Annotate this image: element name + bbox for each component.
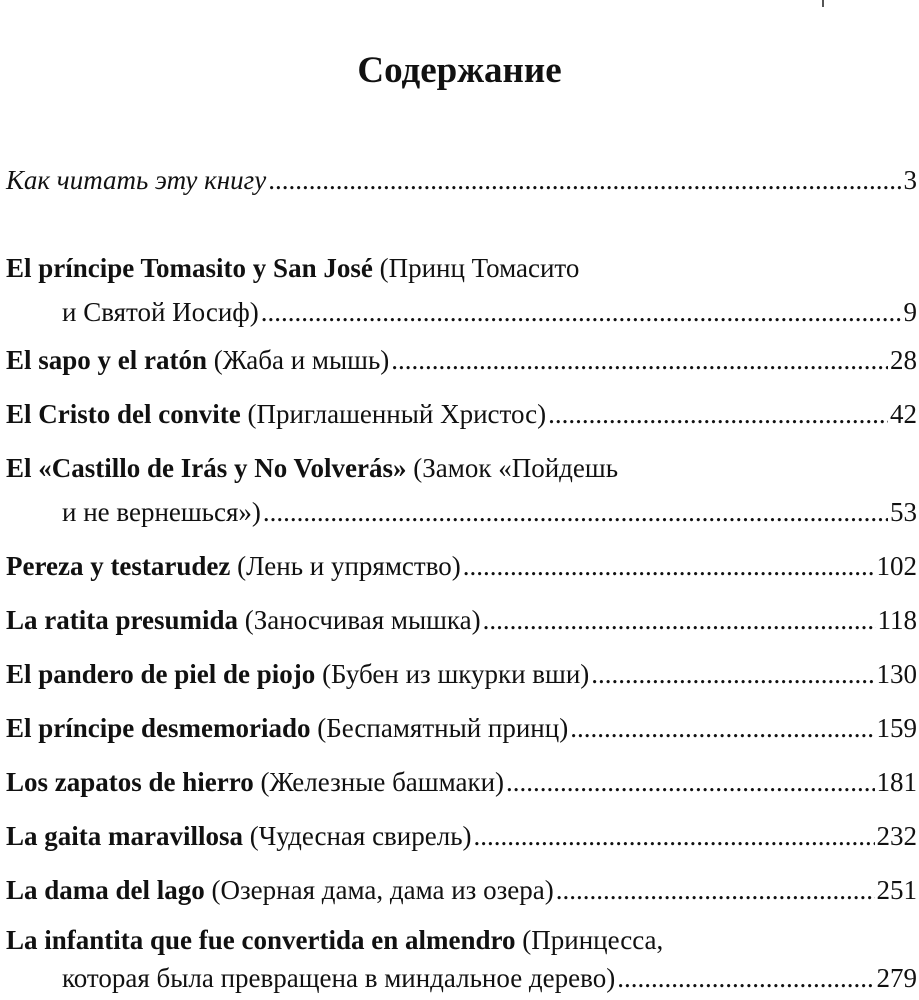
toc-entry-title-ru: (Бубен из шкурки вши): [322, 659, 590, 689]
dot-leader: [506, 760, 874, 804]
page-number: 279: [876, 963, 917, 993]
page-corner-mark: [822, 0, 824, 7]
toc-entry-9[interactable]: [6, 814, 917, 858]
page-number: 42: [890, 399, 917, 429]
toc-entry-title-ru: и Святой Иосиф): [62, 297, 259, 327]
dot-leader: [591, 652, 874, 696]
toc-entry-title-ru: (Озерная дама, дама из озера): [211, 875, 554, 905]
toc-entry-intro[interactable]: [6, 158, 917, 202]
toc-entry-title-es: El sapo y el ratón: [6, 345, 208, 375]
page-number: 28: [890, 345, 917, 375]
page-number: 102: [876, 551, 917, 581]
toc-entry-title-ru: (Принцесса,: [522, 925, 664, 955]
toc-entry-title-ru: (Железные башмаки): [260, 767, 505, 797]
dot-leader: [261, 290, 902, 334]
toc-entry-2[interactable]: [6, 392, 917, 436]
dot-leader: [463, 544, 875, 588]
toc-entry-title-es: El príncipe desmemoriado: [6, 713, 311, 743]
page-number: 181: [876, 767, 917, 797]
toc-entry-title-ru: (Лень и упрямство): [237, 551, 461, 581]
toc-entry-title-ru: (Принц Томасито: [379, 253, 580, 283]
toc-entry-title-ru: и не вернешься»): [62, 497, 261, 527]
page-number: 3: [903, 165, 917, 195]
dot-leader: [483, 598, 876, 642]
toc-entry-title-ru: (Замок «Пойдешь: [413, 453, 619, 483]
toc-entry-5[interactable]: [6, 598, 917, 642]
toc-entry-title-ru: (Чудесная свирель): [249, 821, 472, 851]
page-number: 118: [877, 605, 917, 635]
toc-entry-title-es: La gaita maravillosa: [6, 821, 243, 851]
toc-entry-3-continuation[interactable]: [62, 490, 917, 534]
page-number: 9: [903, 297, 917, 327]
page-number: 232: [876, 821, 917, 851]
dot-leader: [548, 392, 888, 436]
toc-entry-title-es: El Cristo del convite: [6, 399, 241, 429]
page-number: 251: [876, 875, 917, 905]
dot-leader: [617, 956, 874, 1000]
toc-entry-title-es: La infantita que fue convertida en almendro: [6, 925, 516, 955]
toc-entry-title-es: El príncipe Tomasito y San José: [6, 253, 373, 283]
toc-entry-10[interactable]: [6, 868, 917, 912]
toc-entry-title: Как читать эту книгу: [6, 165, 267, 195]
toc-entry-11-continuation[interactable]: [62, 956, 917, 1000]
toc-entry-title-ru: (Заносчивая мышка): [244, 605, 481, 635]
toc-entry-1[interactable]: [6, 338, 917, 382]
toc-entry-0-continuation[interactable]: [62, 290, 917, 334]
dot-leader: [570, 706, 874, 750]
toc-entry-title-ru: (Приглашенный Христос): [247, 399, 547, 429]
toc-entry-3[interactable]: [6, 446, 917, 490]
dot-leader: [391, 338, 888, 382]
toc-entry-title-es: Pereza y testarudez: [6, 551, 231, 581]
toc-entry-title-es: La ratita presumida: [6, 605, 239, 635]
toc-entry-title-ru: (Беспамятный принц): [317, 713, 569, 743]
toc-entry-title-es: La dama del lago: [6, 875, 205, 905]
dot-leader: [263, 490, 888, 534]
page-number: 159: [876, 713, 917, 743]
toc-entry-7[interactable]: [6, 706, 917, 750]
dot-leader: [474, 814, 875, 858]
page-number: 53: [890, 497, 917, 527]
toc-entry-title-ru: (Жаба и мышь): [213, 345, 390, 375]
toc-entry-title-es: El «Castillo de Irás y No Volverás»: [6, 453, 407, 483]
page-title: Содержание: [357, 49, 562, 91]
dot-leader: [268, 158, 901, 202]
page-number: 130: [876, 659, 917, 689]
toc-entry-title-es: El pandero de piel de piojo: [6, 659, 316, 689]
toc-entry-title-es: Los zapatos de hierro: [6, 767, 254, 797]
toc-entry-8[interactable]: [6, 760, 917, 804]
toc-entry-4[interactable]: [6, 544, 917, 588]
toc-entry-0[interactable]: [6, 246, 917, 290]
toc-entry-6[interactable]: [6, 652, 917, 696]
dot-leader: [556, 868, 875, 912]
toc-entry-title-ru: которая была превращена в миндальное дерево): [62, 963, 616, 993]
